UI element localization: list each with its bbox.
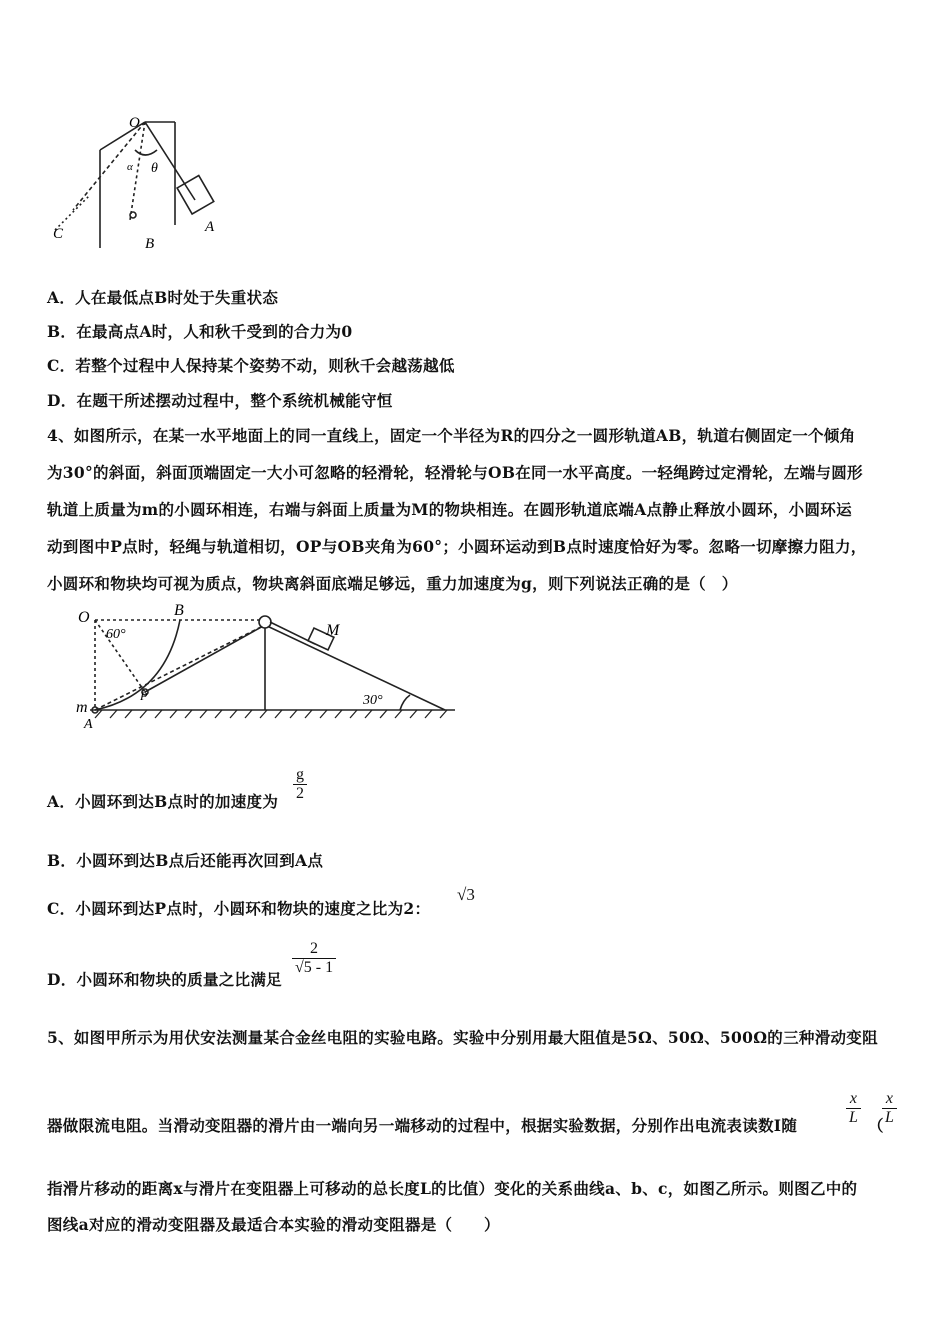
fraction-numerator: g: [296, 766, 304, 783]
q4-stem-line-2: 为30°的斜面，斜面顶端固定一大小可忽略的轻滑轮，轻滑轮与OB在同一水平高度。一轻绳跨过定滑轮，左端与圆形: [47, 463, 863, 482]
fraction-numerator: x: [885, 1090, 893, 1107]
label-alpha: α: [127, 161, 133, 173]
fraction-numerator: 2: [310, 940, 319, 957]
fig2-label-angle30: 30°: [363, 693, 383, 708]
q4-option-a-fraction: [293, 766, 307, 803]
q5-stem-line-4: 图线a对应的滑动变阻器及最适合本实验的滑动变阻器是（ ）: [47, 1215, 500, 1234]
swing-figure: [45, 110, 245, 260]
q4-option-a: A．小圆环到达B点时的加速度为: [47, 792, 279, 811]
fig2-label-m-small: m: [76, 699, 88, 716]
q5-paren: （: [868, 1116, 884, 1135]
label-a: A: [205, 219, 215, 235]
fig2-label-b: B: [174, 602, 184, 619]
fig2-label-p: P: [140, 689, 148, 703]
q4-stem-line-3: 轨道上质量为m的小圆环相连，右端与斜面上质量为M的物块相连。在圆形轨道底端A点静止释放小圆环，小圆环运: [47, 500, 852, 519]
fraction-denominator: L: [882, 1108, 897, 1127]
q4-stem-line-1: 4、如图所示，在某一水平地面上的同一直线上，固定一个半径为R的四分之一圆形轨道AB，轨道右侧固定一个倾角: [47, 426, 856, 445]
q3-option-b: B．在最高点A时，人和秋千受到的合力为0: [47, 322, 353, 341]
q3-option-d: D．在题干所述摆动过程中，整个系统机械能守恒: [47, 391, 393, 410]
label-theta: θ: [151, 161, 158, 176]
q5-stem-line-3: 指滑片移动的距离x与滑片在变阻器上可移动的总长度L的比值）变化的关系曲线a、b、c，如图乙所示。则图乙中的: [47, 1179, 858, 1198]
incline-figure: [70, 600, 470, 740]
q5-fraction-2: [882, 1090, 897, 1127]
q4-option-c-sqrt: √3: [457, 885, 475, 904]
q5-stem-line-1: 5、如图甲所示为用伏安法测量某合金丝电阻的实验电路。实验中分别用最大阻值是5Ω、50Ω、500Ω的三种滑动变阻: [47, 1028, 878, 1047]
fraction-denominator: √5 - 1: [292, 958, 336, 977]
label-b: B: [145, 236, 155, 252]
fig2-label-o: O: [78, 609, 90, 626]
label-o: O: [129, 115, 140, 131]
fraction-numerator: x: [849, 1090, 857, 1107]
label-c: C: [53, 226, 64, 242]
q5-fraction-1: [846, 1090, 861, 1127]
fig2-label-m-big: M: [326, 622, 340, 639]
q3-option-c: C．若整个过程中人保持某个姿势不动，则秋千会越荡越低: [47, 356, 455, 375]
q4-option-d: D．小圆环和物块的质量之比满足: [47, 970, 282, 989]
fraction-denominator: 2: [293, 784, 307, 803]
q4-option-d-fraction: [292, 940, 336, 977]
q4-option-b: B．小圆环到达B点后还能再次回到A点: [47, 851, 324, 870]
q4-stem-line-5: 小圆环和物块均可视为质点，物块离斜面底端足够远，重力加速度为g，则下列说法正确的是（ ）: [47, 574, 738, 593]
q5-stem-line-2: 器做限流电阻。当滑动变阻器的滑片由一端向另一端移动的过程中，根据实验数据，分别作出电流表读数I随: [47, 1116, 798, 1135]
fig2-label-a: A: [84, 717, 93, 732]
fraction-denominator: L: [846, 1108, 861, 1127]
q3-option-a: A．人在最低点B时处于失重状态: [47, 288, 279, 307]
fig2-label-angle60: 60°: [106, 627, 126, 642]
q4-stem-line-4: 动到图中P点时，轻绳与轨道相切，OP与OB夹角为60°；小圆环运动到B点时速度恰好为零。忽略一切摩擦力阻力，: [47, 537, 867, 556]
q4-option-c: C．小圆环到达P点时，小圆环和物块的速度之比为2：: [47, 899, 431, 918]
